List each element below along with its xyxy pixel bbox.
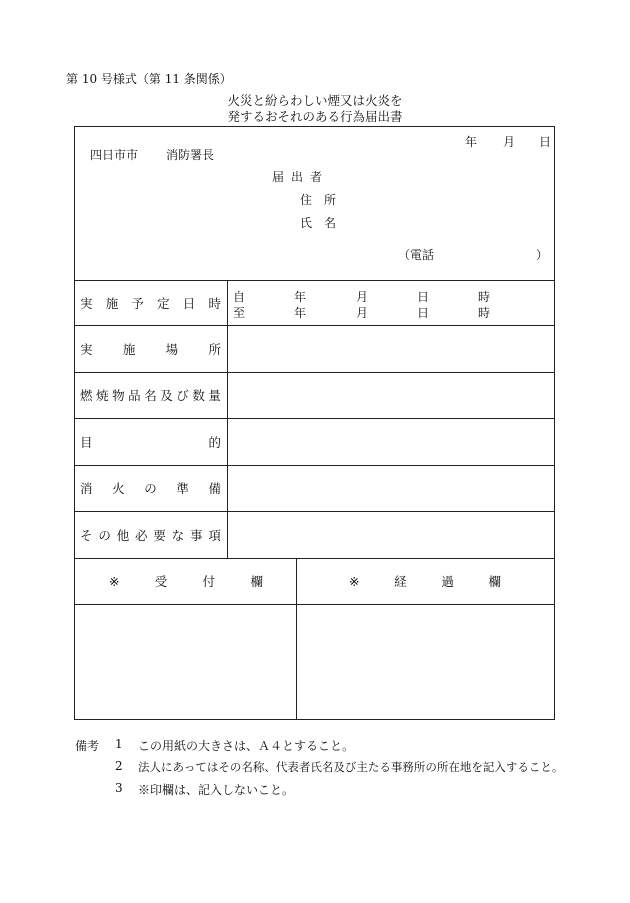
datetime-to-month: 月 xyxy=(356,306,369,320)
rule-label-column xyxy=(227,280,228,558)
datetime-from-hour: 時 xyxy=(478,290,491,304)
form-title-line1: 火災と紛らわしい煙又は火炎を xyxy=(227,93,403,108)
note-3-number: 3 xyxy=(115,781,123,795)
rule-section-divider xyxy=(296,558,297,720)
address-label: 住所 xyxy=(300,193,349,207)
note-2-number: 2 xyxy=(115,759,123,773)
datetime-to-label: 至 xyxy=(233,306,246,320)
note-2-text: 法人にあってはその名称、代表者氏名及び主たる事務所の所在地を記入すること。 xyxy=(138,760,564,774)
row-label-fire-prep: 消 火 の 準 備 xyxy=(80,481,221,496)
progress-column-header: ※ 経 過 欄 xyxy=(349,573,501,589)
reception-column-header: ※ 受 付 欄 xyxy=(109,573,263,589)
row-label-other-matters: そ の 他 必 要 な 事 項 xyxy=(80,527,221,543)
row-label-burned-items: 燃 焼 物 品 名 及 び 数 量 xyxy=(80,388,221,403)
date-day-unit: 日 xyxy=(539,135,552,149)
note-1-text: この用紙の大きさは、Ａ４とすること。 xyxy=(138,739,355,753)
datetime-from-label: 自 xyxy=(233,290,246,304)
notifier-label: 届出者 xyxy=(272,170,330,184)
datetime-to-hour: 時 xyxy=(478,306,491,320)
addressee-chief: 消防署長 xyxy=(166,148,215,162)
phone-label: （電話 xyxy=(398,248,435,262)
datetime-to-day: 日 xyxy=(417,306,430,320)
note-3-text: ※印欄は、記入しないこと。 xyxy=(138,783,295,797)
rule-section-head xyxy=(74,604,555,605)
datetime-from-year: 年 xyxy=(294,290,307,304)
date-month-unit: 月 xyxy=(503,135,516,149)
form-number: 第 10 号様式（第 11 条関係） xyxy=(66,72,232,86)
datetime-to-year: 年 xyxy=(294,306,307,320)
row-label-scheduled-datetime: 実 施 予 定 日 時 xyxy=(80,295,221,311)
datetime-from-day: 日 xyxy=(417,290,430,304)
note-1-number: 1 xyxy=(115,737,123,751)
form-title-line2: 発するおそれのある行為届出書 xyxy=(227,109,403,124)
name-label: 氏名 xyxy=(300,216,349,230)
addressee-city: 四日市市 xyxy=(90,148,139,162)
datetime-from-month: 月 xyxy=(356,290,369,304)
row-label-purpose: 目 的 xyxy=(80,434,221,450)
phone-close-paren: ） xyxy=(536,248,549,262)
notes-label: 備考 xyxy=(75,739,100,753)
date-year-unit: 年 xyxy=(465,135,478,149)
row-label-location: 実 施 場 所 xyxy=(80,341,221,357)
